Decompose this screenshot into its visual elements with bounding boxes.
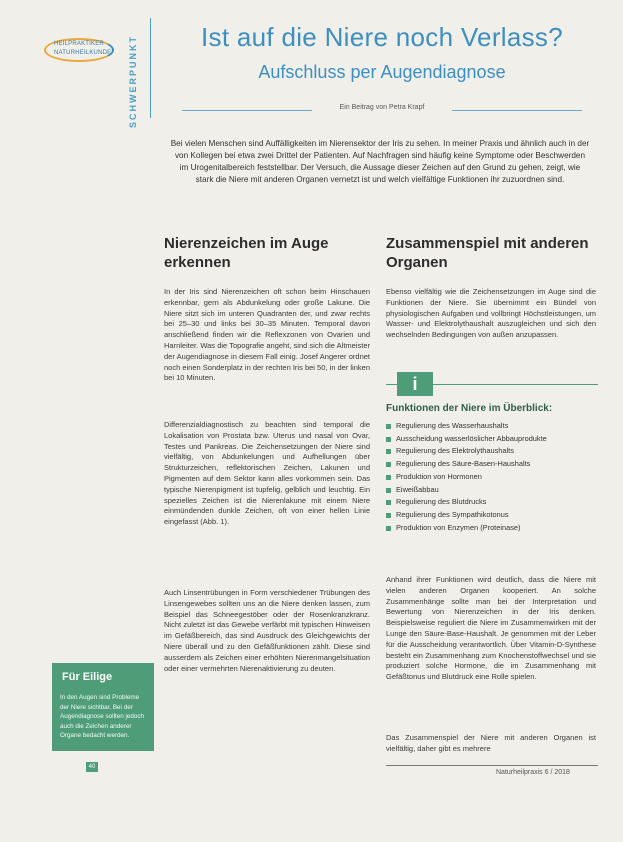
section-divider (150, 18, 151, 118)
right-paragraph-2: Anhand ihrer Funktionen wird deutlich, dass die Niere mit vielen anderen Organen kooperiert. An solche Zusammenhänge sollte man bei der Interpretation und Bewertung von Nierenzeichen in der Iris denken. Beispielsweise reguliert die Niere im Zusammenwirken mit der Lunge den Säure-Base-Haushalt. Je genommen mit der Leber für die Ausscheidung verantwortlich. Über Vitamin-D-Synthese besteht ein Zusammenhang zum Knochenstoffwechsel und sie produziert solche Hormone, die im Zusammenhang mit Gefäßtonus und Blutdruck eine Rolle spielen. (386, 575, 596, 682)
intro-paragraph: Bei vielen Menschen sind Auffälligkeiten im Nierensektor der Iris zu sehen. In meiner Praxis und ähnlich auch in der von Kollegen bei etwa zwei Drittel der Patienten. Auf Nachfragen sind häufig keine Symptome oder Beschwerden im Urogenitalbereich feststellbar. Der Versuch, die Aussage dieser Zeichen auf den Grund zu gehen, zeigt, wie stark die Niere mit anderen Organen vernetzt ist und welch vielfältige Funktionen ihr zuzuordnen sind. (170, 139, 590, 184)
byline-rule-right (452, 110, 582, 111)
list-item: Regulierung des Blutdrucks (386, 496, 598, 509)
list-item: Eiweißabbau (386, 484, 598, 497)
left-paragraph-3: Auch Linsentrübungen in Form verschiedener Trübungen des Linsengewebes sollten uns an die Niere denken lassen, zum Beispiel das Schneegestöber oder der Rosenkranzkranz. Nicht zuletzt ist das Gewebe verfärbt mit typischen Hinweisen im Gefäßbereich, das sind Ausdruck des Gleichgewichts der Niere überall und zu den Gefäßfunktionen zählt. Diese sind ausserdem als Zeichen einer erhöhten Nierenmangelsituation oder einer vermehrten Nierenaktivierung zu deuten. (164, 588, 370, 673)
article-subtitle: Aufschluss per Augendiagnose (258, 62, 506, 82)
right-heading: Zusammenspiel mit anderen Organen (386, 235, 589, 271)
list-item: Regulierung des Sympathikotonus (386, 509, 598, 522)
list-item: Ausscheidung wasserlöslicher Abbauprodukte (386, 433, 598, 446)
info-icon: i (397, 372, 433, 396)
list-item: Produktion von Enzymen (Proteinase) (386, 522, 598, 535)
left-heading: Nierenzeichen im Auge erkennen (164, 235, 329, 271)
left-paragraph-2: Differenzialdiagnostisch zu beachten sind temporal die Lokalisation von Prostata bzw. Uterus und nasal von Ovar, Testes und Pankreas. Die Zeichensetzungen der Niere sind vielfältig, von Abdunkelungen und Aufhellungen über Strukturzeichen, reflektorischen Zeichen, Lakunen und Pigmenten auf dem Sektor kann alles vorkommen sein. Das typische Nierenpigment ist tupfelig, gelblich und leuchtig. Ein spezielles Zeichen ist die Nierenlakune mit einem Niere einmündenden dunkle Zeichen, oft von einer hellen Linie eingefasst (Abb. 1). (164, 420, 370, 527)
right-paragraph-3: Das Zusammenspiel der Niere mit anderen Organen ist vielfältig, daher gibt es mehrere (386, 733, 596, 753)
list-item: Regulierung des Elektrolythaushalts (386, 445, 598, 458)
byline-rule-left (182, 110, 312, 111)
magazine-logo (44, 38, 116, 64)
page-number: 40 (86, 762, 98, 772)
byline: Ein Beitrag von Petra Krapf (339, 104, 425, 111)
footer-issue: Naturheilpraxis 6 / 2018 (496, 769, 570, 776)
functions-box-title: Funktionen der Niere im Überblick: (386, 403, 553, 414)
list-item: Produktion von Hormonen (386, 471, 598, 484)
fuer-eilige-title: Für Eilige (62, 671, 113, 683)
list-item: Regulierung des Wasserhaushalts (386, 420, 598, 433)
logo-text-2: NATURHEILKUNDE (54, 50, 112, 56)
byline-row (182, 104, 582, 116)
fuer-eilige-text: In den Augen sind Probleme der Niere sichtbar. Bei der Augendiagnose sollten jedoch auch die Zeichen anderer Organe bedacht werden. (60, 694, 145, 739)
footer-rule (386, 765, 598, 766)
right-paragraph-1: Ebenso vielfältig wie die Zeichensetzungen im Auge sind die Funktionen der Niere. Sie übernimmt ein Bündel von physiologischen Aufgaben und vollbringt Höchstleistungen, um Wasser- und Elektrolythaushalt auszugleichen und sich den wechselnden Bedingungen von außen anzupassen. (386, 287, 596, 340)
fuer-eilige-box (52, 663, 154, 751)
list-item: Regulierung des Säure-Basen-Haushalts (386, 458, 598, 471)
article-title: Ist auf die Niere noch Verlass? (201, 22, 563, 52)
functions-list (386, 420, 598, 534)
left-paragraph-1: In der Iris sind Nierenzeichen oft schon beim Hinschauen erkennbar, gern als Abdunkelung oder große Lakune. Die Niere sitzt sich im unteren Quadranten der, und zwar rechts bei 25–30 und links bei 30–35 Minuten. Temporal davon anschließend finden wir die Reflexzonen von Ovarien und Harnleiter. Was die Topografie angeht, sind sich die Altmeister der Augendiagnose in diesem Fall einig. Josef Angerer ordnet noch einen Sonderplatz in der rechten Iris bei 50, in der linken bei 10 Minuten. (164, 287, 370, 383)
logo-text-1: HEILPRAKTIKER (54, 41, 104, 47)
section-label: SCHWERPUNKT (128, 35, 138, 128)
